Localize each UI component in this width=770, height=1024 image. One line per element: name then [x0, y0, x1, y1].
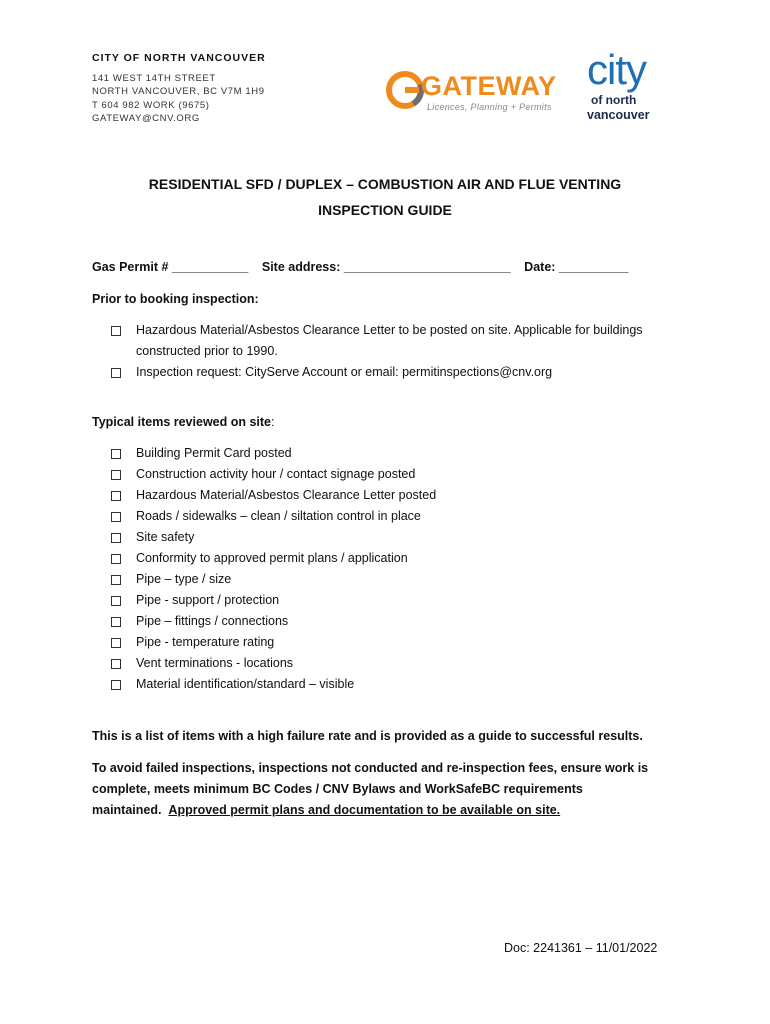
org-name: CITY OF NORTH VANCOUVER [92, 52, 266, 64]
cnv-logo [585, 46, 685, 123]
checkbox[interactable] [111, 554, 121, 564]
avoid-failure-text: To avoid failed inspections, inspections not conducted and re-inspection fees, ensure work is complete, meets minimum BC Codes / CNV Bylaws and WorkSafeBC requirements maintained. [92, 761, 649, 817]
checkbox[interactable] [111, 512, 121, 522]
gas-permit-field: Gas Permit # ___________ [92, 260, 249, 274]
checklist-item [111, 548, 671, 569]
checklist-item-label: Hazardous Material/Asbestos Clearance Letter to be posted on site. Applicable for buildings constructed prior to 1990. [136, 323, 643, 358]
checkbox[interactable] [111, 638, 121, 648]
checklist-item [111, 674, 671, 695]
checklist-item [111, 506, 671, 527]
address-line: NORTH VANCOUVER, BC V7M 1H9 [92, 86, 265, 97]
checkbox[interactable] [111, 470, 121, 480]
cnv-logo-of-north: of north [591, 93, 637, 107]
checkbox[interactable] [111, 326, 121, 336]
title-line-2: INSPECTION GUIDE [318, 202, 452, 218]
checklist-item-label: Pipe – type / size [136, 572, 232, 586]
checklist-item-label: Construction activity hour / contact signage posted [136, 467, 416, 481]
checklist-item [111, 653, 671, 674]
site-address-field: Site address: ________________________ [261, 260, 511, 274]
checklist-item [111, 569, 671, 590]
checkbox[interactable] [111, 533, 121, 543]
checkbox[interactable] [111, 659, 121, 669]
prior-heading: Prior to booking inspection: [92, 292, 259, 306]
checklist-item-label: Roads / sidewalks – clean / siltation control in place [136, 509, 421, 523]
checkbox[interactable] [111, 575, 121, 585]
typical-heading-colon: : [271, 415, 275, 429]
checklist-item-label: Material identification/standard – visible [136, 677, 355, 691]
cnv-logo-vancouver: vancouver [587, 108, 650, 122]
checklist-item [111, 485, 671, 506]
typical-checklist [111, 443, 671, 695]
checkbox[interactable] [111, 596, 121, 606]
checklist-item [111, 611, 671, 632]
checklist-item-label: Hazardous Material/Asbestos Clearance Letter posted [136, 488, 437, 502]
prior-checklist [111, 320, 671, 383]
checklist-item-label: Pipe – fittings / connections [136, 614, 289, 628]
checklist-item-label: Site safety [136, 530, 195, 544]
checkbox[interactable] [111, 617, 121, 627]
gateway-tagline: Licences, Planning + Permits [427, 102, 552, 112]
gateway-wordmark: GATEWAY [421, 71, 557, 101]
checklist-item-label: Pipe - support / protection [136, 593, 280, 607]
phone-line: T 604 982 WORK (9675) [92, 99, 210, 111]
avoid-failure-note [92, 758, 692, 821]
checklist-item [111, 590, 671, 611]
checkbox[interactable] [111, 368, 121, 378]
checkbox[interactable] [111, 449, 121, 459]
checkbox[interactable] [111, 491, 121, 501]
typical-heading [92, 415, 275, 429]
checklist-item [111, 362, 671, 383]
gateway-logo [385, 68, 557, 114]
checklist-item [111, 527, 671, 548]
date-field: Date: __________ [524, 260, 629, 274]
gateway-circle-icon [385, 70, 425, 110]
checklist-item-label: Conformity to approved permit plans / application [136, 551, 408, 565]
checklist-item [111, 632, 671, 653]
high-failure-note: This is a list of items with a high failure rate and is provided as a guide to successful results. [92, 729, 643, 743]
checklist-item-label: Building Permit Card posted [136, 446, 292, 460]
checklist-item-label: Vent terminations - locations [136, 656, 294, 670]
cnv-logo-city: city [587, 46, 646, 93]
doc-reference: Doc: 2241361 – 11/01/2022 [504, 941, 658, 955]
org-address-block [92, 53, 266, 128]
address-line: 141 WEST 14TH STREET [92, 72, 216, 84]
email-line: GATEWAY@CNV.ORG [92, 113, 200, 124]
checklist-item-label: Pipe - temperature rating [136, 635, 275, 649]
document-title [0, 171, 770, 223]
checklist-item [111, 464, 671, 485]
checklist-item-label: Inspection request: CityServe Account or email: permitinspections@cnv.org [136, 365, 553, 379]
approved-plans-note: Approved permit plans and documentation to be available on site. [168, 803, 561, 817]
checklist-item [111, 320, 671, 362]
permit-fields [92, 260, 638, 274]
title-line-1: RESIDENTIAL SFD / DUPLEX – COMBUSTION AIR AND FLUE VENTING [148, 176, 622, 192]
typical-heading-text: Typical items reviewed on site [92, 415, 272, 429]
checkbox[interactable] [111, 680, 121, 690]
checklist-item [111, 443, 671, 464]
